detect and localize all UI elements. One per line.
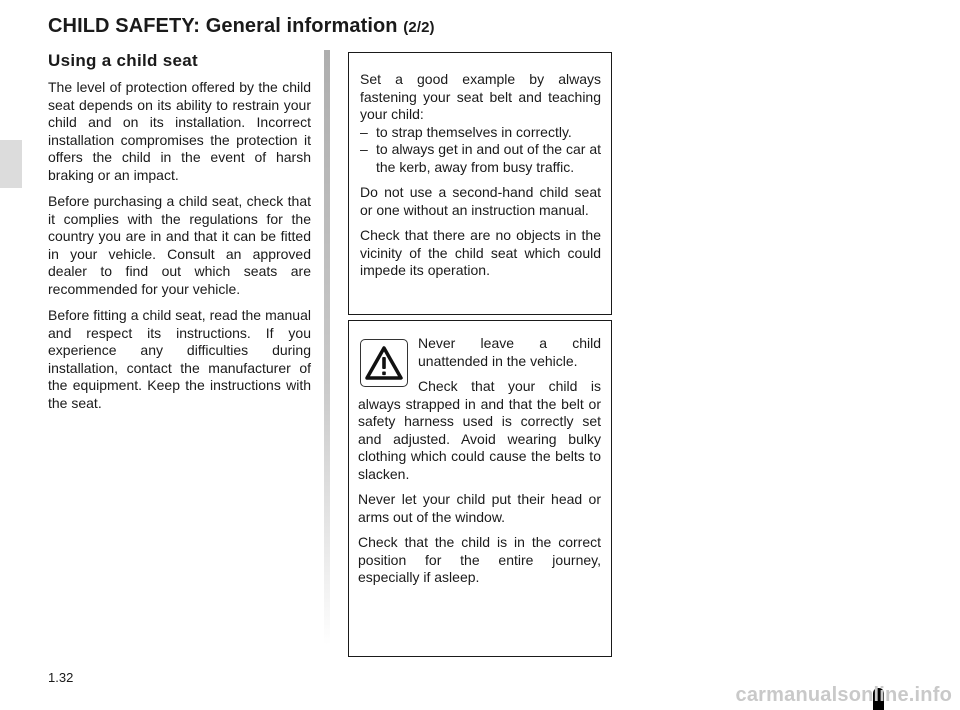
info-intro: Set a good example by always fastening your seat belt and teaching your child: xyxy=(360,71,601,122)
info-paragraph-2: Check that there are no objects in the vicinity of the child seat which could impede its operation. xyxy=(360,227,601,278)
info-list xyxy=(360,124,601,177)
page-title xyxy=(48,15,435,38)
section-heading: Using a child seat xyxy=(48,51,198,70)
warning-box xyxy=(348,320,612,657)
left-paragraph-1: The level of protection offered by the child seat depends on its ability to restrain your child and on its installation. Incorrect installation compromises the protection it offers the child in the event of harsh braking or an impact. xyxy=(48,79,311,183)
column-divider xyxy=(324,50,330,645)
warning-paragraph-1: Never leave a child unattended in the vehicle. xyxy=(418,335,601,369)
warning-paragraph-2: Check that your child is always strapped in and that the belt or safety harness used is correctly set and adjusted. Avoid wearing bulky clothing which could cause the belts to slacken. xyxy=(358,378,601,482)
page-title-text: CHILD SAFETY: General information xyxy=(48,15,398,37)
watermark: carmanualsonline.info xyxy=(735,684,952,706)
left-paragraph-2: Before purchasing a child seat, check that it complies with the regulations for the country you are in and that it can be fitted in your vehicle. Consult an approved dealer to find out which seats are recommended for your vehicle. xyxy=(48,193,311,297)
warning-paragraph-4: Check that the child is in the correct position for the entire journey, especially if asleep. xyxy=(358,534,601,585)
chapter-tab xyxy=(0,140,22,188)
warning-paragraph-3: Never let your child put their head or arms out of the window. xyxy=(358,491,601,525)
warning-triangle-icon xyxy=(360,339,408,387)
info-paragraph-1: Do not use a second-hand child seat or one without an instruction manual. xyxy=(360,184,601,218)
page-title-suffix: (2/2) xyxy=(403,19,435,36)
left-column xyxy=(48,51,311,421)
info-box xyxy=(348,52,612,315)
left-paragraph-3: Before fitting a child seat, read the manual and respect its instructions. If you experience any difficulties during installation, contact the manufacturer of the equipment. Keep the instructions with the seat. xyxy=(48,307,311,411)
info-list-item: – to strap themselves in correctly. xyxy=(360,124,601,142)
page-number: 1.32 xyxy=(48,670,74,685)
info-list-item: – to always get in and out of the car at the kerb, away from busy traffic. xyxy=(360,141,601,176)
